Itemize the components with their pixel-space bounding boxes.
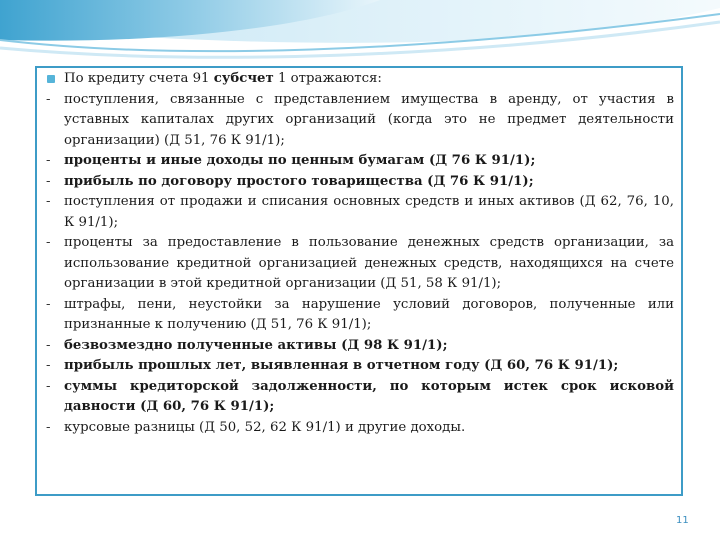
list-item-text: поступления, связанные с представлением имущества в аренду, от участия в уставных капиталах других организаций (когда это не предмет деятельности организации) (Д 51, 76 К 91/1);: [64, 91, 674, 148]
list-item-text: суммы кредиторской задолженности, по которым истек срок исковой давности (Д 60, 76 К 91/1);: [64, 378, 674, 414]
dash-bullet-icon: -: [46, 235, 51, 250]
list-item: [46, 233, 674, 295]
header-wave-decoration: [0, 0, 720, 70]
dash-bullet-icon: -: [46, 194, 51, 209]
slide-body: [46, 69, 674, 438]
list-item-text: прибыль по договору простого товарищества (Д 76 К 91/1);: [64, 173, 534, 189]
dash-bullet-icon: -: [46, 337, 51, 353]
slide-heading: По кредиту счета 91 субсчет 1 отражаются:: [46, 69, 674, 90]
list-item-text: проценты за предоставление в пользование денежных средств организации, за использование кредитной организацией денежных средств, находящихся на счете организации в этой кредитной организации (Д 51, 58 К 91/1);: [64, 235, 674, 291]
list-item: [46, 336, 674, 357]
list-item-text: поступления от продажи и списания основных средств и иных активов (Д 62, 76, 10, К 91/1);: [64, 194, 674, 230]
list-item: [46, 192, 674, 233]
page-number: 11: [676, 515, 689, 526]
list-item: [46, 377, 674, 418]
list-item: [46, 151, 674, 172]
list-item-text: штрафы, пени, неустойки за нарушение условий договоров, полученные или признанные к получению (Д 51, 76 К 91/1);: [64, 296, 674, 332]
list-item: [46, 418, 674, 439]
dash-bullet-icon: -: [46, 378, 51, 394]
list-item: [46, 356, 674, 377]
list-item: [46, 172, 674, 193]
dash-bullet-icon: -: [46, 358, 51, 373]
dash-bullet-icon: -: [46, 153, 51, 168]
list-item-text: проценты и иные доходы по ценным бумагам (Д 76 К 91/1);: [64, 153, 536, 168]
list-item-text: безвозмездно полученные активы (Д 98 К 91/1);: [64, 337, 448, 353]
dash-bullet-icon: -: [46, 296, 51, 312]
list-item-text: прибыль прошлых лет, выявленная в отчетном году (Д 60, 76 К 91/1);: [64, 358, 619, 373]
square-bullet-icon: [47, 75, 55, 83]
income-list: [46, 90, 674, 439]
dash-bullet-icon: -: [46, 419, 51, 435]
list-item-text: курсовые разницы (Д 50, 52, 62 К 91/1) и другие доходы.: [64, 419, 466, 435]
list-item: [46, 295, 674, 336]
list-item: [46, 90, 674, 152]
dash-bullet-icon: -: [46, 173, 51, 189]
dash-bullet-icon: -: [46, 91, 51, 107]
